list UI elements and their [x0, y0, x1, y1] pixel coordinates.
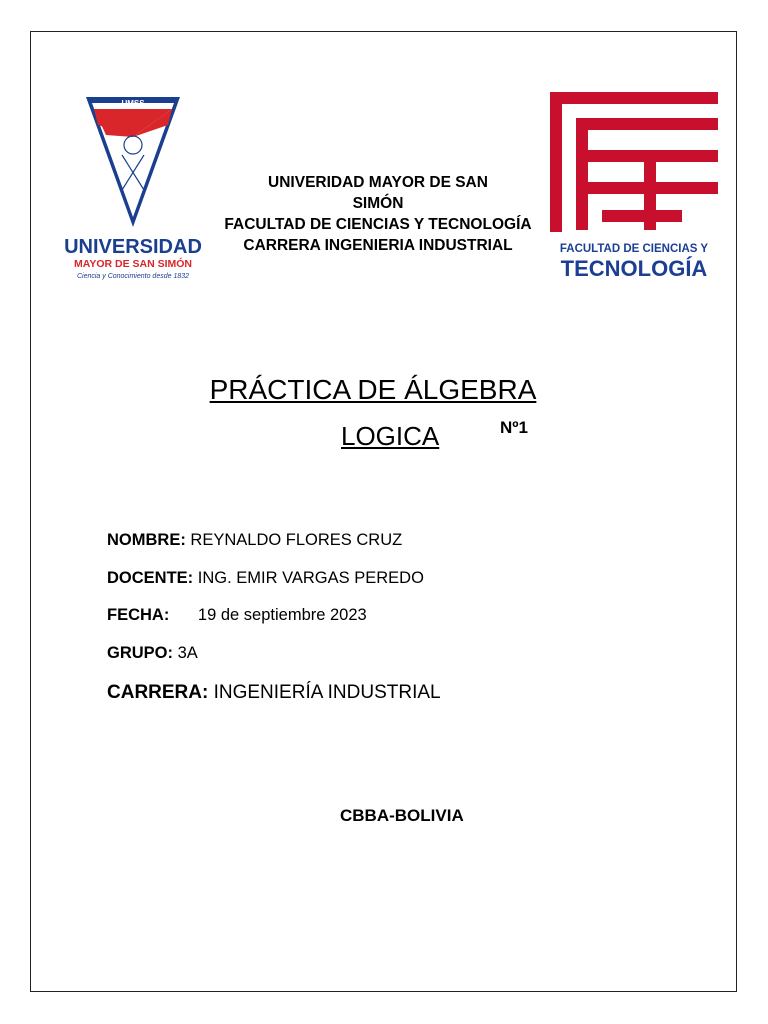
umss-logo [58, 95, 208, 285]
umss-shield-text: UMSS [121, 99, 145, 108]
fcyt-line2: TECNOLOGÍA [560, 256, 708, 280]
umss-name: UNIVERSIDAD [64, 236, 202, 258]
carrera-value: INGENIERÍA INDUSTRIAL [213, 682, 441, 703]
location: CBBA-BOLIVIA [340, 806, 464, 825]
fcyt-line1: FACULTAD DE CIENCIAS Y [559, 243, 709, 255]
nombre-value: REYNALDO FLORES CRUZ [190, 531, 403, 549]
docente-label: DOCENTE: [107, 569, 194, 587]
umss-subtitle: MAYOR DE SAN SIMÓN [73, 258, 193, 270]
info-docente [107, 569, 424, 588]
info-grupo [107, 644, 198, 663]
nombre-label: NOMBRE: [107, 531, 186, 549]
title-number: Nº1 [500, 418, 528, 437]
info-fecha [107, 606, 367, 625]
header-line1: UNIVERIDAD MAYOR DE SAN [268, 174, 488, 191]
carrera-label: CARRERA: [107, 682, 209, 703]
fecha-value: 19 de septiembre 2023 [197, 606, 367, 624]
header-line4: CARRERA INGENIERIA INDUSTRIAL [243, 237, 513, 254]
info-nombre [107, 531, 402, 550]
umss-tagline: Ciencia y Conocimiento desde 1832 [76, 273, 190, 280]
docente-value: ING. EMIR VARGAS PEREDO [197, 569, 424, 587]
fecha-label: FECHA: [107, 606, 170, 624]
grupo-label: GRUPO: [107, 644, 173, 662]
title-line1: PRÁCTICA DE ÁLGEBRA [209, 374, 537, 405]
info-carrera [107, 682, 441, 704]
grupo-value: 3A [177, 644, 198, 662]
fcyt-logo [548, 90, 720, 280]
header-line2: SIMÓN [352, 195, 404, 212]
header-line3: FACULTAD DE CIENCIAS Y TECNOLOGÍA [224, 216, 532, 233]
title-line2: LOGICA [341, 421, 440, 451]
header-block [212, 172, 544, 256]
